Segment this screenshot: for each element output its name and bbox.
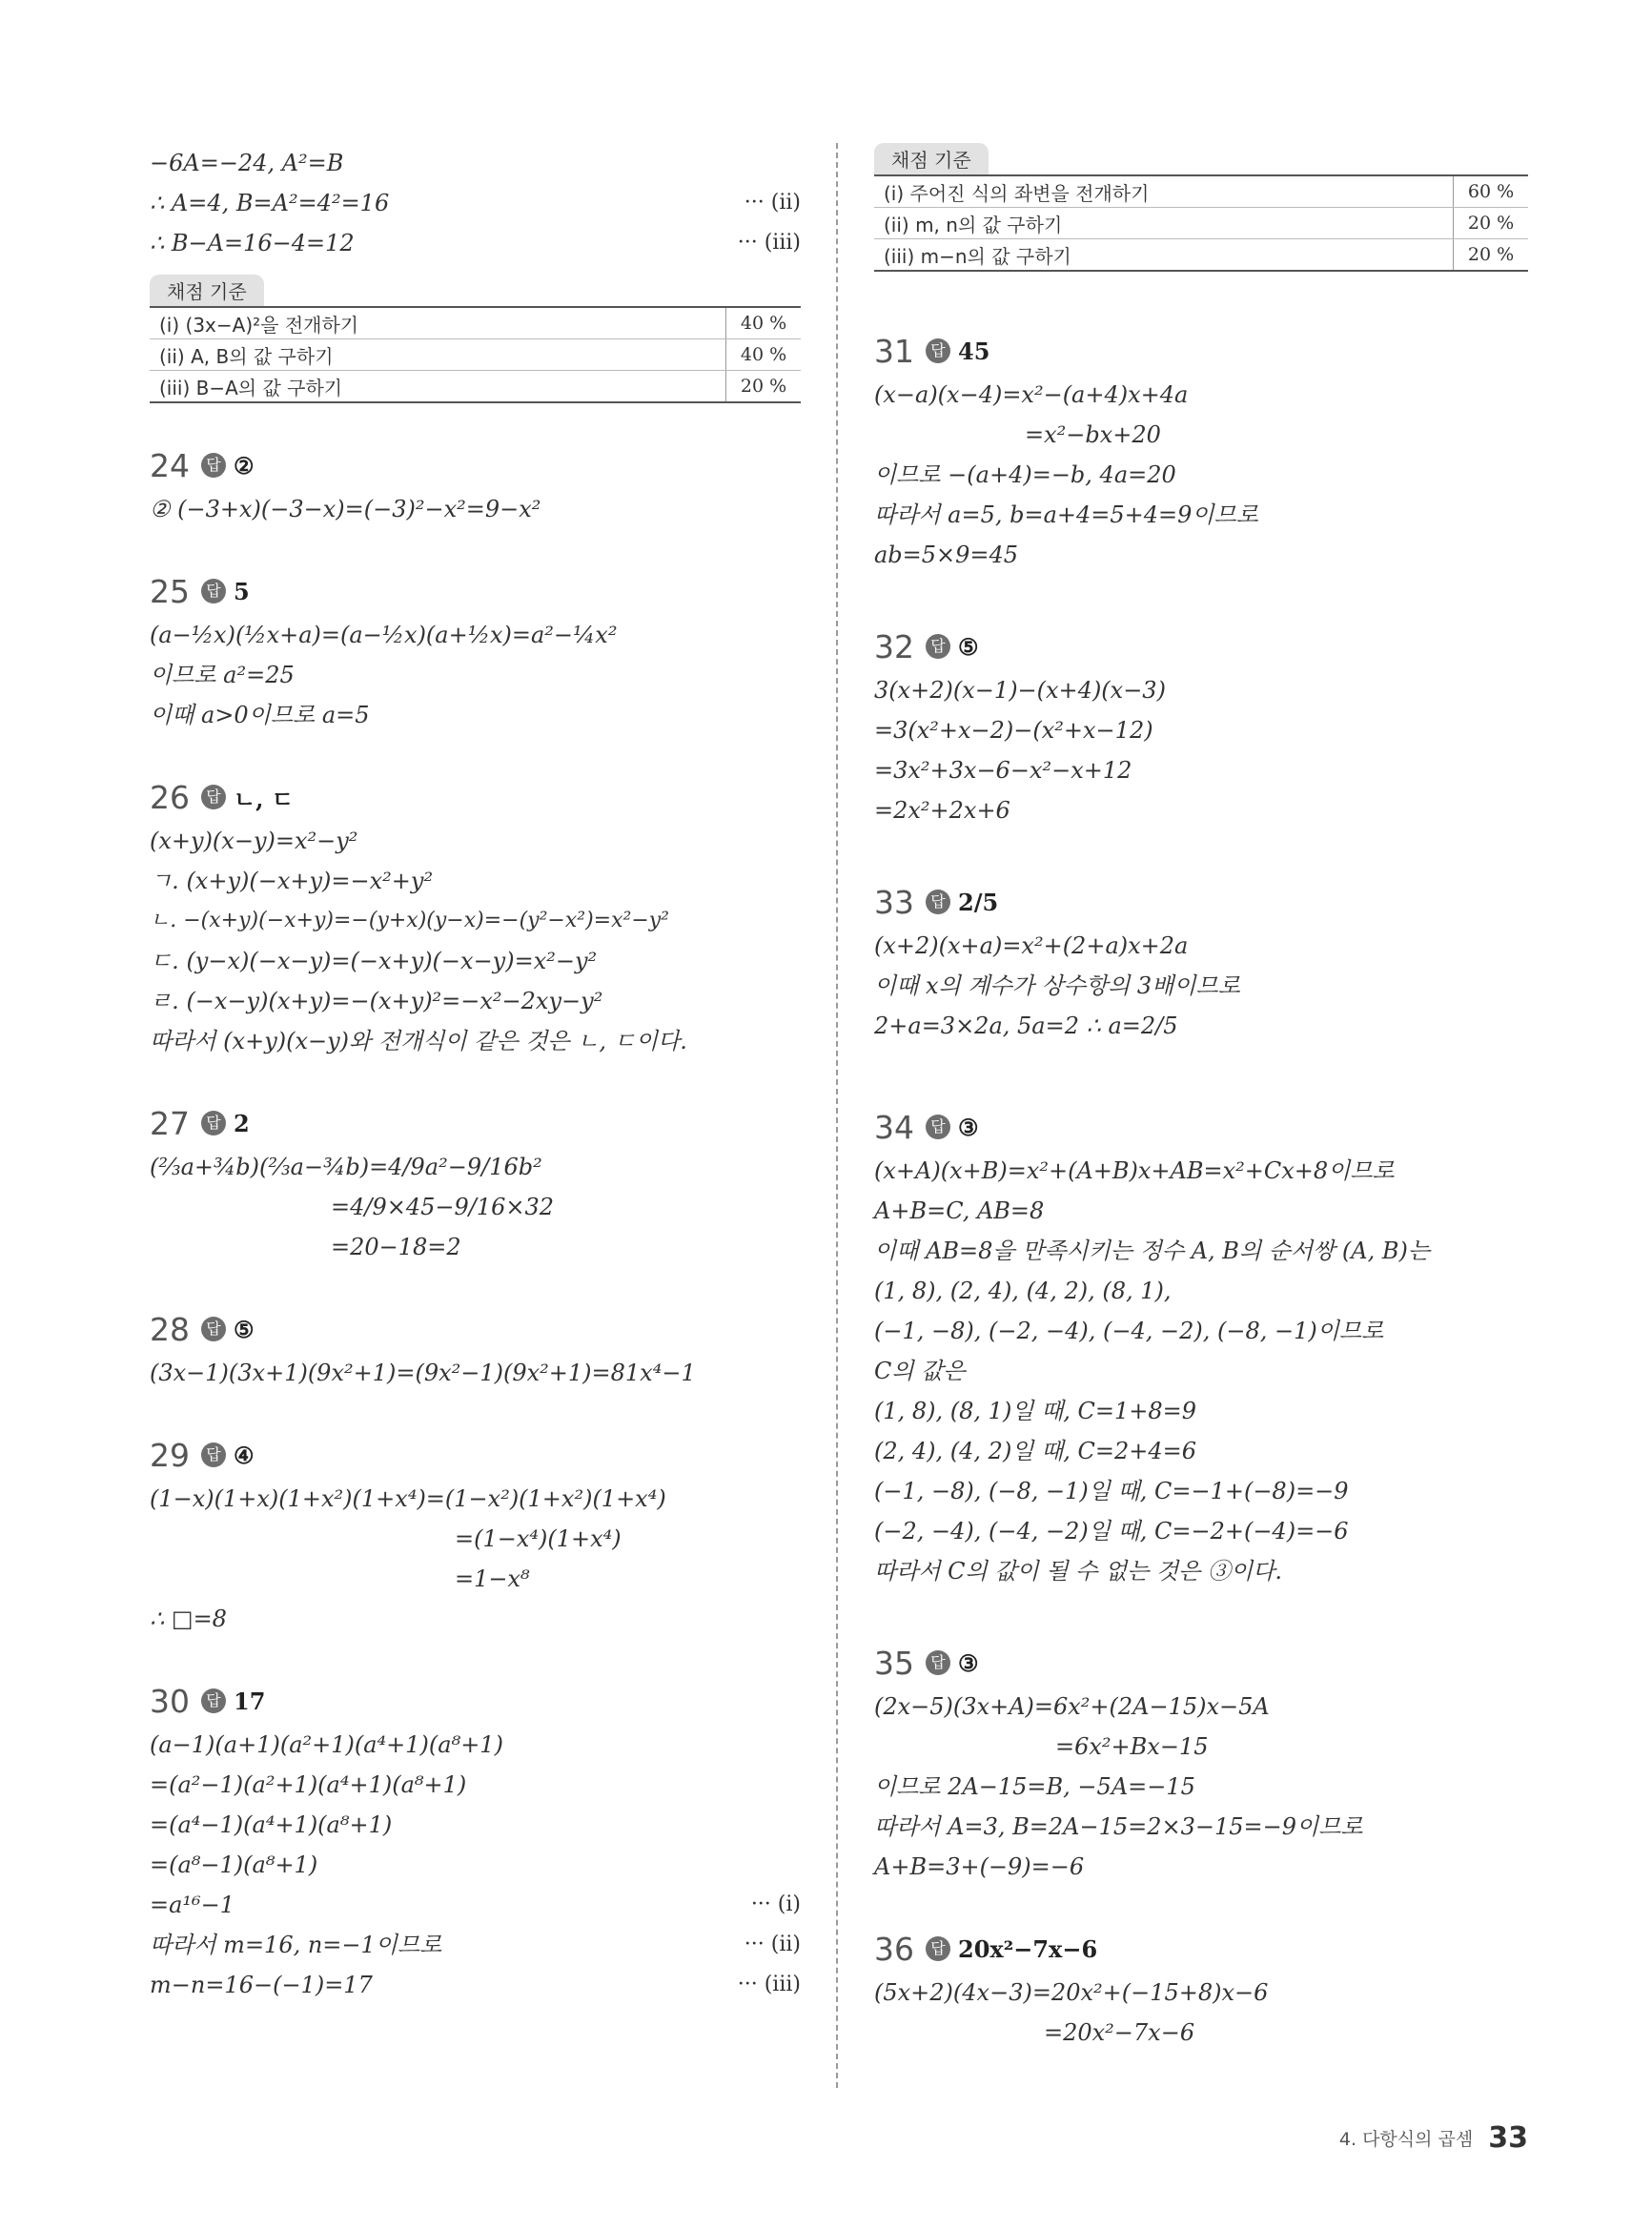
solution-line: (2, 4), (4, 2)일 때, C=2+4=6 — [874, 1438, 1197, 1464]
step-marker: ··· (iii) — [737, 231, 801, 255]
answer-badge: 답 — [926, 1115, 950, 1139]
solution-line: (a−1)(a+1)(a²+1)(a⁴+1)(a⁸+1) — [150, 1731, 503, 1758]
step-marker: ··· (ii) — [744, 1933, 801, 1956]
solution-line: (1, 8), (2, 4), (4, 2), (8, 1), — [874, 1278, 1172, 1304]
problem-header: 28 답 ⑤ — [150, 1310, 255, 1348]
problem-header: 34 답 ③ — [874, 1108, 979, 1146]
answer-badge: 답 — [926, 338, 950, 363]
solution-line: =(a²−1)(a²+1)(a⁴+1)(a⁸+1) — [150, 1771, 467, 1798]
answer-badge: 답 — [201, 579, 226, 604]
answer-badge: 답 — [926, 634, 950, 659]
solution-line: =3x²+3x−6−x²−x+12 — [874, 757, 1132, 784]
grading-header: 채점 기준 — [874, 143, 989, 174]
problem-header: 24 답 ② — [150, 446, 255, 484]
solution-line: (−1, −8), (−8, −1)일 때, C=−1+(−8)=−9 — [874, 1478, 1349, 1504]
answer: 5 — [234, 577, 250, 605]
answer: ② — [234, 451, 255, 480]
solution-line: 이때 AB=8을 만족시키는 정수 A, B의 순서쌍 (A, B)는 — [874, 1238, 1431, 1264]
solution-line: ∴ A=4, B=A²=4²=16 ··· (ii) — [150, 183, 801, 223]
solution-line: 2+a=3×2a, 5a=2 ∴ a=2/5 — [874, 1013, 1178, 1039]
step-marker: ··· (ii) — [744, 191, 801, 215]
answer-badge: 답 — [201, 1442, 226, 1467]
problem-header: 36 답 20x²−7x−6 — [874, 1930, 1098, 1968]
problem-header: 27 답 2 — [150, 1104, 250, 1142]
left-column — [150, 143, 801, 2005]
answer-badge: 답 — [201, 1317, 226, 1341]
solution-line: =4/9×45−9/16×32 — [331, 1194, 555, 1220]
answer-badge: 답 — [926, 890, 950, 914]
answer: ㄴ, ㄷ — [234, 785, 295, 813]
page-footer — [1339, 2121, 1528, 2155]
answer: 2/5 — [958, 888, 999, 916]
solution-line: 따라서 (x+y)(x−y)와 전개식이 같은 것은 ㄴ, ㄷ이다. — [150, 1028, 687, 1054]
solution-line: 따라서 C의 값이 될 수 없는 것은 ③이다. — [874, 1558, 1282, 1585]
solution-line: =6x²+Bx−15 — [1055, 1733, 1209, 1760]
grading-table — [150, 306, 801, 403]
solution-line: 따라서 m=16, n=−1이므로 ··· (ii) — [150, 1925, 801, 1965]
solution-line: 따라서 A=3, B=2A−15=2×3−15=−9이므로 — [874, 1813, 1363, 1840]
grading-header: 채점 기준 — [150, 275, 264, 306]
solution-line: ② (−3+x)(−3−x)=(−3)²−x²=9−x² — [150, 496, 541, 522]
solution-line: (1−x)(1+x)(1+x²)(1+x⁴)=(1−x²)(1+x²)(1+x⁴) — [150, 1485, 666, 1512]
solution-line: (−2, −4), (−4, −2)일 때, C=−2+(−4)=−6 — [874, 1518, 1349, 1545]
solution-line: A+B=3+(−9)=−6 — [874, 1853, 1085, 1880]
solution-line: ㄹ. (−x−y)(x+y)=−(x+y)²=−x²−2xy−y² — [150, 988, 603, 1014]
table-row: (i) 주어진 식의 좌변을 전개하기 60 % — [874, 175, 1528, 208]
answer-badge: 답 — [201, 453, 226, 478]
step-marker: ··· (iii) — [737, 1973, 801, 1996]
solution-line: (3x−1)(3x+1)(9x²+1)=(9x²−1)(9x²+1)=81x⁴−1 — [150, 1360, 696, 1386]
solution-line: ㄷ. (y−x)(−x−y)=(−x+y)(−x−y)=x²−y² — [150, 948, 598, 974]
solution-line: 이때 x의 계수가 상수항의 3배이므로 — [874, 972, 1240, 999]
solution-line: =(a⁴−1)(a⁴+1)(a⁸+1) — [150, 1811, 393, 1838]
table-row: (ii) m, n의 값 구하기 20 % — [874, 208, 1528, 239]
solution-line: =1−x⁸ — [455, 1565, 530, 1592]
solution-line: ab=5×9=45 — [874, 542, 1019, 568]
answer-badge: 답 — [926, 1650, 950, 1675]
solution-line: (⅔a+¾b)(⅔a−¾b)=4/9a²−9/16b² — [150, 1154, 542, 1180]
answer: 2 — [234, 1109, 250, 1137]
solution-line: (1, 8), (8, 1)일 때, C=1+8=9 — [874, 1398, 1197, 1424]
problem-header: 31 답 45 — [874, 332, 990, 370]
problem-header: 25 답 5 — [150, 572, 250, 610]
solution-line: =3(x²+x−2)−(x²+x−12) — [874, 717, 1153, 744]
table-row: (iii) B−A의 값 구하기 20 % — [150, 371, 801, 403]
problem-header: 26 답 ㄴ, ㄷ — [150, 778, 295, 816]
solution-line: =2x²+2x+6 — [874, 797, 1010, 824]
table-row: (i) (3x−A)²을 전개하기 40 % — [150, 307, 801, 339]
solution-line: =(1−x⁴)(1+x⁴) — [455, 1525, 622, 1552]
problem-header: 29 답 ④ — [150, 1436, 255, 1474]
solution-line: 3(x+2)(x−1)−(x+4)(x−3) — [874, 677, 1166, 704]
solution-line: (2x−5)(3x+A)=6x²+(2A−15)x−5A — [874, 1693, 1270, 1720]
right-column — [874, 143, 1528, 2053]
solution-line: A+B=C, AB=8 — [874, 1197, 1045, 1224]
answer: ④ — [234, 1441, 255, 1469]
problem-header: 30 답 17 — [150, 1682, 266, 1720]
grading-criteria-1 — [150, 275, 801, 403]
answer-badge: 답 — [201, 1688, 226, 1713]
solution-line: (x+2)(x+a)=x²+(2+a)x+2a — [874, 932, 1189, 959]
solution-line: (−1, −8), (−2, −4), (−4, −2), (−8, −1)이므로 — [874, 1318, 1384, 1344]
answer: ⑤ — [958, 632, 979, 661]
problem-header: 32 답 ⑤ — [874, 627, 979, 665]
solution-line: 이때 a>0이므로 a=5 — [150, 702, 370, 728]
solution-line: =20x²−7x−6 — [1044, 2019, 1195, 2046]
solution-line: (x−a)(x−4)=x²−(a+4)x+4a — [874, 381, 1189, 408]
solution-line: ∴ B−A=16−4=12 ··· (iii) — [150, 223, 801, 263]
problem-header: 35 답 ③ — [874, 1644, 979, 1682]
chapter-title: 4. 다항식의 곱셈 — [1338, 2129, 1474, 2150]
solution-line: ㄱ. (x+y)(−x+y)=−x²+y² — [150, 868, 434, 894]
solution-line: (5x+2)(4x−3)=20x²+(−15+8)x−6 — [874, 1979, 1269, 2006]
solution-line: (a−½x)(½x+a)=(a−½x)(a+½x)=a²−¼x² — [150, 622, 618, 648]
solution-line: ∴ □=8 — [150, 1606, 227, 1632]
solution-line: −6A=−24, A²=B — [150, 150, 344, 176]
answer: 45 — [958, 337, 990, 365]
solution-line: 따라서 a=5, b=a+4=5+4=9이므로 — [874, 501, 1258, 528]
answer: 17 — [234, 1687, 266, 1715]
answer: ⑤ — [234, 1315, 255, 1343]
solution-line: 이므로 2A−15=B, −5A=−15 — [874, 1773, 1195, 1800]
grading-table — [874, 174, 1528, 272]
solution-line: 이므로 a²=25 — [150, 662, 295, 688]
step-marker: ··· (i) — [750, 1892, 801, 1916]
table-row: (iii) m−n의 값 구하기 20 % — [874, 239, 1528, 272]
table-row: (ii) A, B의 값 구하기 40 % — [150, 339, 801, 371]
answer: ③ — [958, 1648, 979, 1677]
answer-badge: 답 — [926, 1936, 950, 1961]
solution-line: =x²−bx+20 — [1025, 421, 1161, 448]
solution-line: C의 값은 — [874, 1358, 966, 1384]
answer-badge: 답 — [201, 1111, 226, 1135]
answer-badge: 답 — [201, 785, 226, 809]
answer: 20x²−7x−6 — [958, 1934, 1098, 1963]
solution-line: =a¹⁶−1 ··· (i) — [150, 1885, 801, 1925]
solution-line: ㄴ. −(x+y)(−x+y)=−(y+x)(y−x)=−(y²−x²)=x²−y² — [150, 909, 669, 932]
solution-line: m−n=16−(−1)=17 ··· (iii) — [150, 1965, 801, 2005]
grading-criteria-2 — [874, 143, 1528, 272]
solution-line: (x+y)(x−y)=x²−y² — [150, 828, 358, 854]
answer: ③ — [958, 1113, 979, 1141]
solution-line: (x+A)(x+B)=x²+(A+B)x+AB=x²+Cx+8이므로 — [874, 1157, 1395, 1184]
column-divider — [836, 143, 838, 2088]
solution-line: 이므로 −(a+4)=−b, 4a=20 — [874, 461, 1176, 488]
solution-line: =(a⁸−1)(a⁸+1) — [150, 1852, 318, 1878]
page-number: 33 — [1488, 2121, 1528, 2155]
solution-line: =20−18=2 — [331, 1234, 461, 1260]
problem-header: 33 답 2/5 — [874, 883, 999, 921]
